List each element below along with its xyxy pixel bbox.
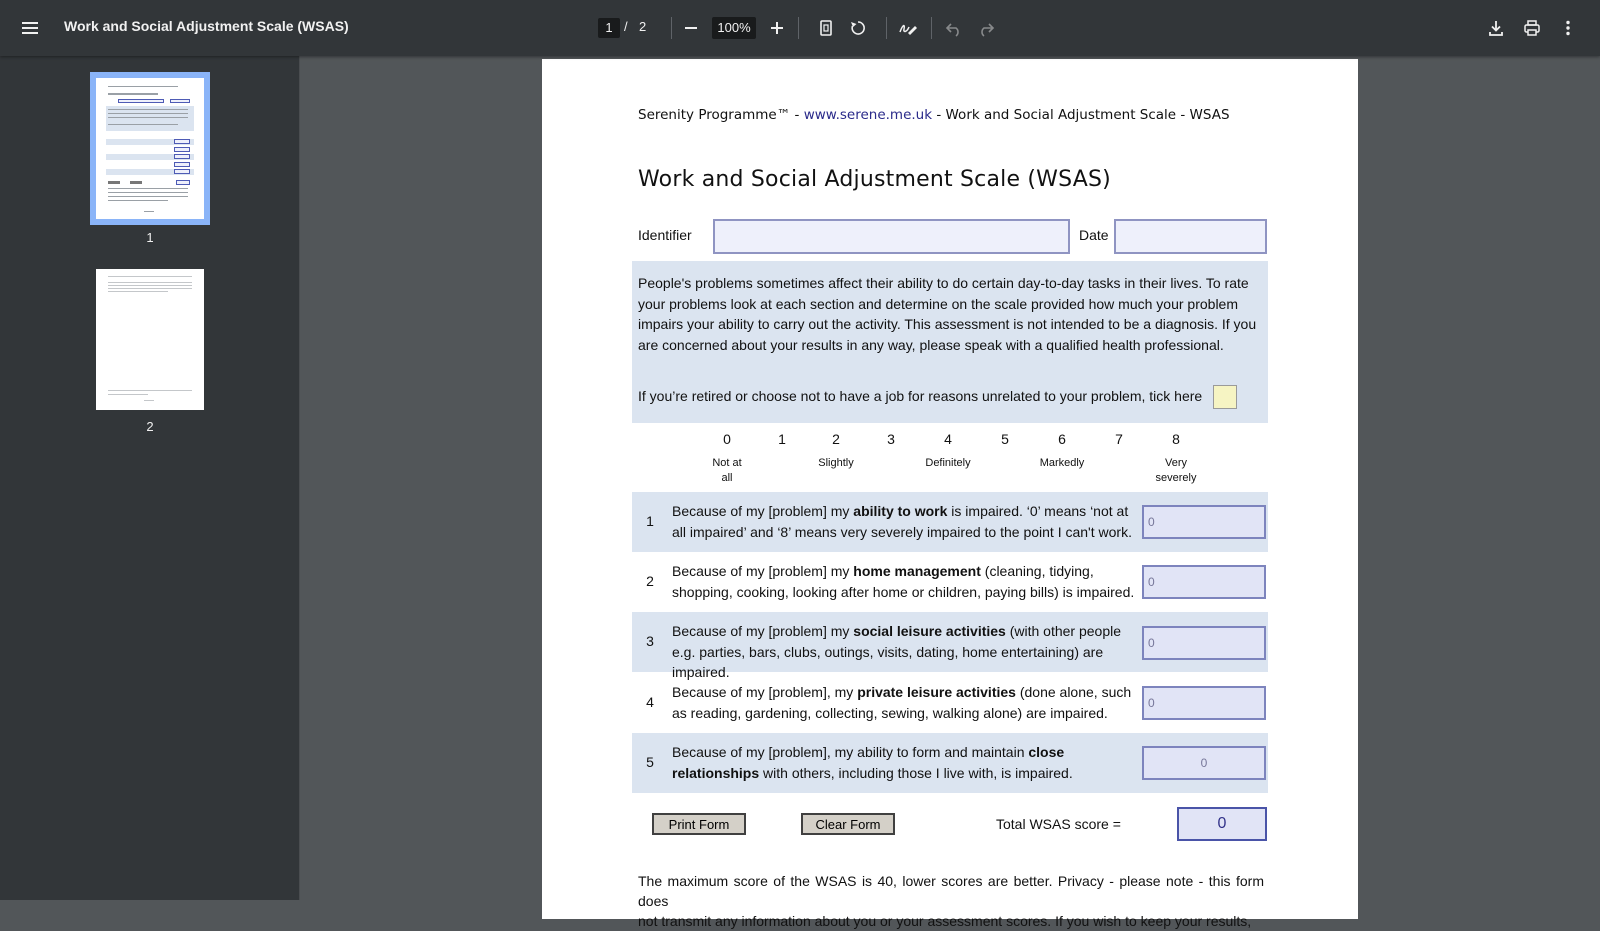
pdf-page-1: [542, 59, 1358, 929]
rotate-icon[interactable]: [844, 14, 872, 42]
question-number: 5: [646, 754, 654, 770]
header-link[interactable]: www.serene.me.uk: [803, 107, 933, 123]
question-text: Because of my [problem] my ability to work is impaired. ‘0’ means ‘not at all impaired’ and ‘8’ means very severely impaired to the point I can't work.: [672, 503, 1132, 540]
total-score-label: Total WSAS score =: [996, 816, 1121, 832]
page-thumbnail-1[interactable]: [96, 78, 204, 219]
question-text: Because of my [problem], my ability to form and maintain close relationships with others, including those I live with, is impaired.: [672, 744, 1073, 781]
identifier-label: Identifier: [638, 227, 692, 243]
thumbnail-label: 2: [146, 419, 154, 434]
score-field-2[interactable]: 0: [1142, 565, 1266, 599]
scale-number: 4: [944, 431, 952, 447]
fit-page-icon[interactable]: [812, 14, 840, 42]
more-options-icon[interactable]: [1554, 14, 1582, 42]
scale-label-8: Very severely: [1155, 457, 1197, 484]
page-number-input[interactable]: 1: [598, 18, 620, 38]
menu-icon[interactable]: [16, 13, 46, 43]
question-text: Because of my [problem] my home management (cleaning, tidying, shopping, cooking, looking after home or children, paying bills) is impaired.: [672, 563, 1135, 600]
page-separator: /: [624, 19, 628, 34]
footer-line: not transmit any information about you or your assessment scores. If you wish to keep your results,: [638, 913, 1252, 929]
document-title: Work and Social Adjustment Scale (WSAS): [64, 18, 349, 34]
thumbnail-label: 1: [146, 230, 154, 245]
intro-text: People's problems sometimes affect their ability to do certain day-to-day tasks in their lives. To rate your problems look at each section and determine on the scale provided how much your problem impairs your ability to carry out the activity. This assessment is not intended to be a diagnosis. If you are concerned about your results in any way, please speak with a qualified health professional.: [638, 275, 1257, 353]
form-title: Work and Social Adjustment Scale (WSAS): [638, 167, 1111, 192]
scale-label-0: Not at all: [712, 457, 742, 484]
retired-checkbox[interactable]: [1213, 385, 1237, 409]
toolbar-divider: [886, 17, 887, 39]
page-thumbnail-2[interactable]: [96, 269, 204, 410]
total-score-field: 0: [1177, 807, 1267, 841]
date-label: Date: [1079, 227, 1109, 243]
scale-number: 1: [778, 431, 786, 447]
header-suffix: - Work and Social Adjustment Scale - WSAS: [932, 107, 1230, 123]
pdf-toolbar: [0, 0, 1600, 56]
thumbnail-sidebar: [0, 56, 300, 900]
scale-number: 5: [1001, 431, 1009, 447]
question-text: Because of my [problem], my private leisure activities (done alone, such as reading, gardening, collecting, sewing, walking alone) are impaired.: [672, 684, 1132, 721]
clear-form-button[interactable]: Clear Form: [801, 813, 895, 835]
toolbar-divider: [931, 17, 932, 39]
redo-icon[interactable]: [972, 14, 1000, 42]
identifier-field[interactable]: [713, 219, 1070, 254]
zoom-in-icon[interactable]: [763, 14, 791, 42]
scale-label-2: Slightly: [818, 457, 854, 469]
retired-question: If you’re retired or choose not to have a job for reasons unrelated to your problem, tick here: [638, 388, 1203, 404]
scale-number: 7: [1115, 431, 1123, 447]
scale-number: 2: [832, 431, 840, 447]
zoom-out-icon[interactable]: [677, 14, 705, 42]
score-field-1[interactable]: 0: [1142, 505, 1266, 539]
question-number: 4: [646, 694, 654, 710]
question-number: 3: [646, 633, 654, 649]
scale-number: 0: [723, 431, 731, 447]
zoom-level-input[interactable]: 100%: [712, 17, 756, 39]
page-total: 2: [639, 19, 647, 34]
score-field-3[interactable]: 0: [1142, 626, 1266, 660]
print-form-button[interactable]: Print Form: [652, 813, 746, 835]
scale-number: 6: [1058, 431, 1066, 447]
scale-number: 8: [1172, 431, 1180, 447]
download-icon[interactable]: [1482, 14, 1510, 42]
toolbar-divider: [798, 17, 799, 39]
header-prefix: Serenity Programme™ -: [638, 107, 804, 123]
question-number: 2: [646, 573, 654, 589]
footer-paragraph: [638, 871, 1264, 931]
scale-label-4: Definitely: [925, 457, 971, 469]
annotate-icon[interactable]: [894, 14, 922, 42]
question-number: 1: [646, 513, 654, 529]
score-field-4[interactable]: 0: [1142, 686, 1266, 720]
date-field[interactable]: [1114, 219, 1267, 254]
footer-line: The maximum score of the WSAS is 40, lower scores are better. Privacy - please note - this form does: [638, 873, 1264, 909]
scale-number: 3: [887, 431, 895, 447]
score-field-5[interactable]: 0: [1142, 746, 1266, 780]
scale-label-6: Markedly: [1039, 457, 1085, 469]
print-icon[interactable]: [1518, 14, 1546, 42]
toolbar-divider: [671, 17, 672, 39]
page-header: [638, 107, 1230, 123]
undo-icon[interactable]: [940, 14, 968, 42]
question-text: Because of my [problem] my social leisure activities (with other people e.g. parties, bars, clubs, outings, visits, dating, home entertaining) are impaired.: [672, 623, 1122, 680]
